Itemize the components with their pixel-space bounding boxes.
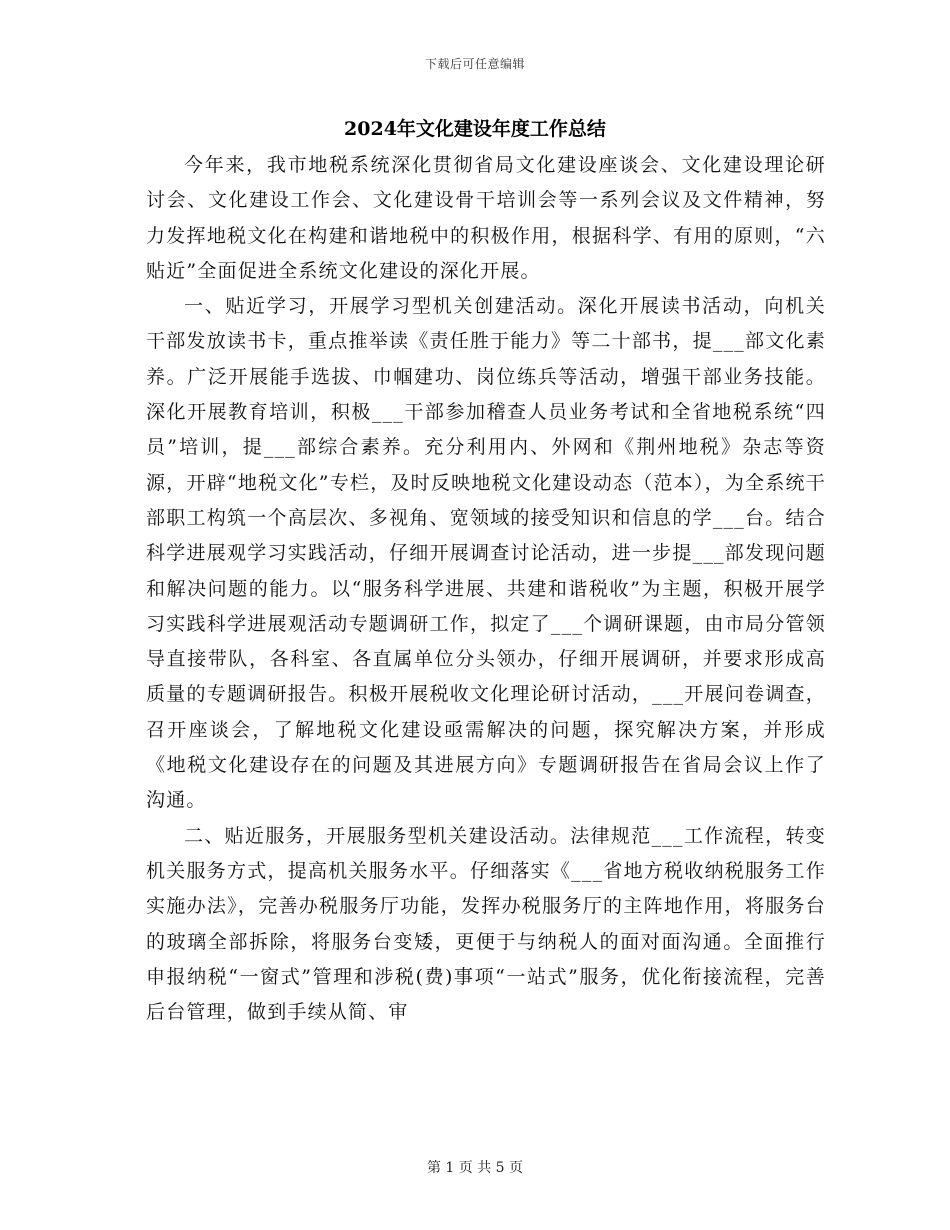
paragraph-intro: 今年来，我市地税系统深化贯彻省局文化建设座谈会、文化建设理论研讨会、文化建设工作会、文化建设骨干培训会等一系列会议及文件精神，努力发挥地税文化在构建和谐地税中的积极作用，根据科学、有用的原则，“六贴近”全面促进全系统文化建设的深化开展。: [146, 154, 826, 282]
document-body: [146, 148, 826, 1030]
page-number: 第 1 页 共 5 页: [426, 1160, 524, 1176]
header-note: 下载后可任意编辑: [424, 57, 525, 71]
paragraph-section-1: 一、贴近学习，开展学习型机关创建活动。深化开展读书活动，向机关干部发放读书卡，重点推举读《责任胜于能力》等二十部书，提___部文化素养。广泛开展能手选拔、巾帼建功、岗位练兵等活动，增强干部业务技能。深化开展教育培训，积极___干部参加稽查人员业务考试和全省地税系统“四员”培训，提___部综合素养。充分利用内、外网和《荆州地税》杂志等资源，开辟“地税文化”专栏，及时反映地税文化建设动态（范本），为全系统干部职工构筑一个高层次、多视角、宽领域的接受知识和信息的学___台。结合科学进展观学习实践活动，仔细开展调查讨论活动，进一步提___部发现问题和解决问题的能力。以“服务科学进展、共建和谐税收”为主题，积极开展学习实践科学进展观活动专题调研工作，拟定了___个调研课题，由市局分管领导直接带队，各科室、各直属单位分头领办，仔细开展调研，并要求形成高质量的专题调研报告。积极开展税收文化理论研讨活动，___开展问卷调查，召开座谈会，了解地税文化建设亟需解决的问题，探究解决方案，并形成《地税文化建设存在的问题及其进展方向》专题调研报告在省局会议上作了沟通。: [146, 295, 826, 812]
paragraph-section-2: 二、贴近服务，开展服务型机关建设活动。法律规范___工作流程，转变机关服务方式，提高机关服务水平。仔细落实《___省地方税收纳税服务工作实施办法》，完善办税服务厅功能，发挥办税服务厅的主阵地作用，将服务台的玻璃全部拆除，将服务台变矮，更便于与纳税人的面对面沟通。全面推行申报纳税“一窗式”管理和涉税(费)事项“一站式”服务，优化衔接流程，完善后台管理，做到手续从简、审: [146, 824, 826, 1024]
document-title: 2024年文化建设年度工作总结: [344, 118, 606, 140]
